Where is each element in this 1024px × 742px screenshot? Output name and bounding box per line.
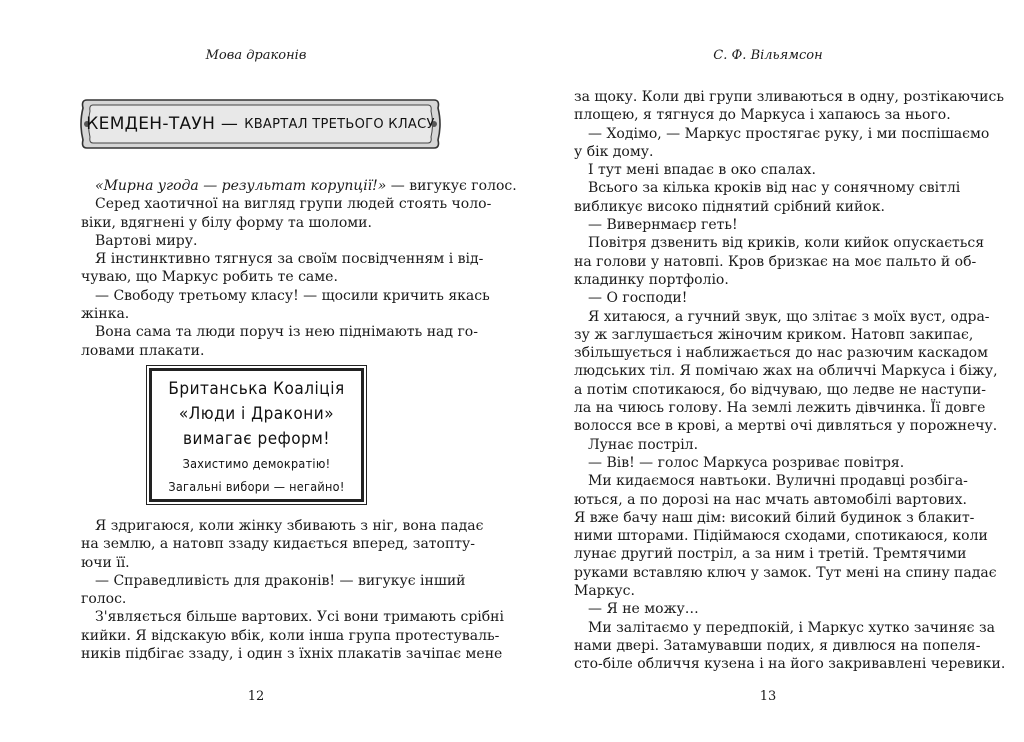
text-line: — Вів! — голос Маркуса розриває повітря.	[588, 454, 905, 471]
text-line: — О господи!	[588, 290, 688, 307]
text-line: — Я не можу…	[588, 601, 699, 618]
text-line: Вона сама та люди поруч із нею піднімають над го-	[95, 324, 478, 341]
text-line: площею, я тягнуся до Маркуса і хапаюсь за нього.	[574, 107, 951, 124]
placard-line-1: Британська Коаліція	[168, 379, 345, 399]
text-line: нами двері. Затамувавши подих, я дивлюся на попеля-	[574, 637, 981, 654]
text-line: волосся все в крові, а мертві очі дивляться у порожнечу.	[574, 418, 998, 435]
running-head-title: Мова драконів	[205, 48, 307, 63]
placard-line-5: Загальні вибори — негайно!	[168, 479, 345, 494]
text-line: вибликує високо піднятий срібний кийок.	[574, 198, 885, 215]
text-line: Серед хаотичної на вигляд групи людей стоять чоло-	[95, 196, 492, 213]
text-line: Всього за кілька кроків від нас у сонячному світлі	[588, 180, 961, 197]
chapter-heading-banner	[77, 94, 444, 154]
chapter-heading-main: КЕМДЕН-ТАУН —	[86, 114, 239, 134]
text-line: Маркус.	[574, 583, 635, 600]
text-line: — Справедливість для драконів! — вигукує інший	[95, 572, 466, 589]
text-line: ників підбігає ззаду, і один з їхніх плакатів зачіпає мене	[81, 646, 503, 663]
text-line: ловами плакати.	[81, 342, 205, 359]
text-line: — Вивернмаєр геть!	[588, 217, 738, 234]
chapter-heading	[77, 94, 444, 154]
text-line: зу ж заглушається жіночим криком. Натовп закипає,	[574, 326, 974, 343]
text-line: Я здригаюся, коли жінку збивають з ніг, вона падає	[95, 518, 484, 534]
text-line: у бік дому.	[574, 143, 654, 160]
text-line: кийки. Я відскакую вбік, коли інша група протестуваль-	[81, 627, 500, 644]
body-text-top	[81, 177, 517, 360]
text-line: жінка.	[81, 306, 130, 323]
text-line: — Свободу третьому класу! — щосили кричить якась	[95, 287, 490, 304]
page-number: 12	[247, 689, 265, 704]
body-text	[574, 88, 1006, 674]
text-line: вiки, вдягнені у білу форму та шоломи.	[81, 214, 372, 231]
text-line: кладинку портфоліо.	[574, 271, 729, 288]
text-line: сто-біле обличчя кузена і на його закривавлені черевики.	[574, 656, 1006, 673]
text-line: за щоку. Коли дві групи зливаються в одну, розтікаючись	[574, 89, 1004, 105]
text-line: Вартові миру.	[95, 232, 198, 249]
text-line: Я хитаюся, а гучний звук, що злітає з моїх вуст, одра-	[588, 308, 990, 325]
text-line: чуваю, що Маркус робить те саме.	[81, 269, 338, 286]
text-line: Ми залітаємо у передпокій, і Маркус хутко зачиняє за	[588, 619, 995, 636]
page-number: 13	[759, 689, 777, 704]
text-line: на голови у натовпі. Кров бризкає на моє пальто й об-	[574, 253, 977, 270]
text-line: Повітря дзвенить від криків, коли кийок опускається	[588, 235, 985, 252]
text-fragment: — вигукує голос.	[386, 178, 517, 194]
text-line: Лунає постріл.	[588, 436, 699, 453]
text-line: ючи її.	[81, 554, 130, 571]
italic-quote: «Мирна угода — результат корупції!»	[95, 178, 387, 194]
text-line: ла на чиюсь голову. На землі лежить дівчинка. Її довге	[574, 400, 986, 417]
chapter-heading-sub: КВАРТАЛ ТРЕТЬОГО КЛАСУ	[244, 116, 435, 132]
text-line: людських тіл. Я помічаю жах на обличчі Маркуса і біжу,	[574, 363, 998, 380]
right-page	[512, 0, 1024, 742]
text-line: З'являється більше вартових. Усі вони тримають срібні	[95, 609, 504, 626]
text-line: на землю, а натовп ззаду кидається вперед, затопту-	[81, 536, 476, 553]
text-line: Я вже бачу наш дім: високий білий будинок з блакит-	[574, 509, 975, 526]
text-line: збільшується і наближається до нас разючим каскадом	[574, 345, 988, 362]
text-line: — Ходімо, — Маркус простягає руку, і ми поспішаємо	[588, 125, 990, 142]
protest-placard	[149, 368, 364, 502]
text-line: руками вставляю ключ у замок. Тут мені на спину падає	[574, 564, 997, 581]
text-line: Ми кидаємося навтьоки. Вуличні продавці розбіга-	[588, 473, 968, 490]
text-line: ються, а по дорозі на нас мчать автомобілі вартових.	[574, 491, 967, 508]
text-line	[81, 177, 517, 195]
body-text-bottom	[81, 517, 504, 663]
text-line: ними шторами. Підіймаюся сходами, спотикаюся, коли	[574, 528, 988, 545]
placard-line-4: Захистимо демократію!	[182, 456, 331, 471]
text-line: Я інстинктивно тягнуся за своїм посвідченням і від-	[95, 251, 484, 268]
text-line: лунає другий постріл, а за ним і третій. Тремтячими	[574, 546, 967, 563]
text-line: І тут мені впадає в око спалах.	[588, 162, 816, 179]
placard-line-3: вимагає реформ!	[183, 429, 330, 449]
text-line: а потім спотикаюся, бо відчуваю, що ледве не наступи-	[574, 381, 987, 398]
running-head-author: С. Ф. Вільямсон	[713, 48, 823, 63]
placard-line-2: «Люди і Дракони»	[178, 404, 335, 424]
text-line: голос.	[81, 591, 127, 608]
